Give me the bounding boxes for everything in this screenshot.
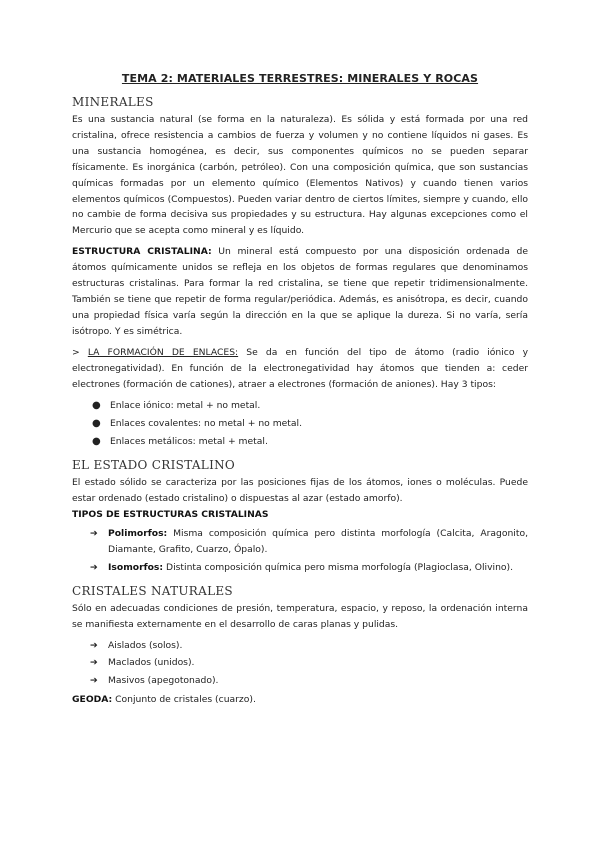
list-item (72, 638, 528, 654)
estructura-label: ESTRUCTURA CRISTALINA: (72, 246, 212, 258)
bullet-icon: ● (92, 418, 101, 429)
list-item-text: Masivos (apegotonado). (108, 675, 219, 687)
section-heading-estado-cristalino: EL ESTADO CRISTALINO (72, 458, 236, 473)
cristales-list (72, 638, 528, 690)
list-item-text: Aislados (solos). (108, 639, 183, 651)
list-item-text: Maclados (unidos). (108, 657, 195, 669)
list-item-text: Enlaces metálicos: metal + metal. (110, 435, 268, 447)
enlaces-prefix: > (72, 346, 88, 358)
geoda-paragraph (72, 692, 528, 708)
enlaces-paragraph (72, 345, 528, 393)
enlaces-list (72, 397, 528, 450)
section-heading-cristales-naturales: CRISTALES NATURALES (72, 583, 233, 598)
list-item-text: Enlaces covalentes: no metal + no metal. (110, 418, 303, 429)
estructura-text: Un mineral está compuesto por una disposición ordenada de átomos químicamente unidos se refleja en los objetos de formas regulares que denominamos estructuras cristalinas. Para formar la red cristalina, se tiene que repetir tridimensionalmente. También se tiene que repetir de forma regular/periódica. Además, es anisótropa, es decir, cuando una propiedad física varía según la dirección en la que se aplique la dureza. Si no varía, sería isótropo. Y es simétrica. (72, 246, 528, 337)
bullet-icon: ● (92, 435, 101, 447)
tipos-list (72, 526, 528, 576)
geoda-label: GEODA: (72, 694, 113, 706)
list-item (72, 526, 528, 558)
arrow-icon: ➔ (90, 657, 98, 669)
arrow-icon: ➔ (90, 561, 98, 573)
bullet-icon: ● (92, 400, 101, 412)
tipo-text: Distinta composición química pero misma morfología (Plagioclasa, Olivino). (163, 561, 514, 573)
tipo-text: Misma composición química pero distinta morfología (Calcita, Aragonito, Diamante, Grafito, Cuarzo, Ópalo). (108, 528, 528, 555)
list-item (72, 433, 528, 451)
geoda-text: Conjunto de cristales (cuarzo). (112, 694, 256, 706)
list-item (72, 560, 528, 576)
document-title: TEMA 2: MATERIALES TERRESTRES: MINERALES Y ROCAS (121, 72, 479, 85)
enlaces-text: Se da en función del tipo de átomo (radio iónico y electronegatividad). En función de la electronegatividad hay átomos que tienden a: ceder electrones (formación de cationes), atraer a electrones (formación de aniones). Hay 3 tipos: (72, 346, 529, 390)
enlaces-label: LA FORMACIÓN DE ENLACES: (87, 346, 239, 358)
estado-paragraph: El estado sólido se caracteriza por las posiciones fijas de los átomos, iones o moléculas. Puede estar ordenado (estado cristalino) o dispuestas al azar (estado amorfo). (72, 477, 528, 505)
tipo-label: Polimorfos: (108, 528, 168, 539)
list-item (72, 415, 528, 433)
arrow-icon: ➔ (90, 675, 98, 687)
list-item-text: Enlace iónico: metal + no metal. (110, 400, 261, 412)
document-page (72, 72, 528, 713)
section-heading-minerales: MINERALES (72, 95, 154, 109)
tipos-heading: TIPOS DE ESTRUCTURAS CRISTALINAS (72, 509, 269, 520)
list-item (72, 673, 528, 689)
arrow-icon: ➔ (90, 528, 98, 539)
tipo-label: Isomorfos: (108, 561, 164, 573)
estructura-paragraph (72, 244, 528, 339)
cristales-paragraph: Sólo en adecuadas condiciones de presión, temperatura, espacio, y reposo, la ordenación interna se manifiesta externamente en el desarrollo de caras planas y pulidas. (72, 602, 528, 630)
minerales-paragraph: Es una sustancia natural (se forma en la naturaleza). Es sólida y está formada por una red cristalina, ofrece resistencia a cambios de fuerza y volumen y no contiene líquidos ni gases. Es una sustancia homogénea, es decir, sus componentes químicos no se pueden separar físicamente. Es inorgánica (carbón, petróleo). Con una composición química, que son sustancias químicas formadas por un elemento químico (Elementos Nativos) y cuando tienen varios elementos químicos (Compuestos). Pueden variar dentro de ciertos límites, siempre y cuando, ello no cambie de forma decisiva sus propiedades y su estructura. Hay algunas excepciones como el Mercurio que se acepta como mineral y es líquido. (72, 114, 528, 237)
arrow-icon: ➔ (90, 639, 98, 651)
list-item (72, 397, 528, 415)
list-item (72, 655, 528, 671)
